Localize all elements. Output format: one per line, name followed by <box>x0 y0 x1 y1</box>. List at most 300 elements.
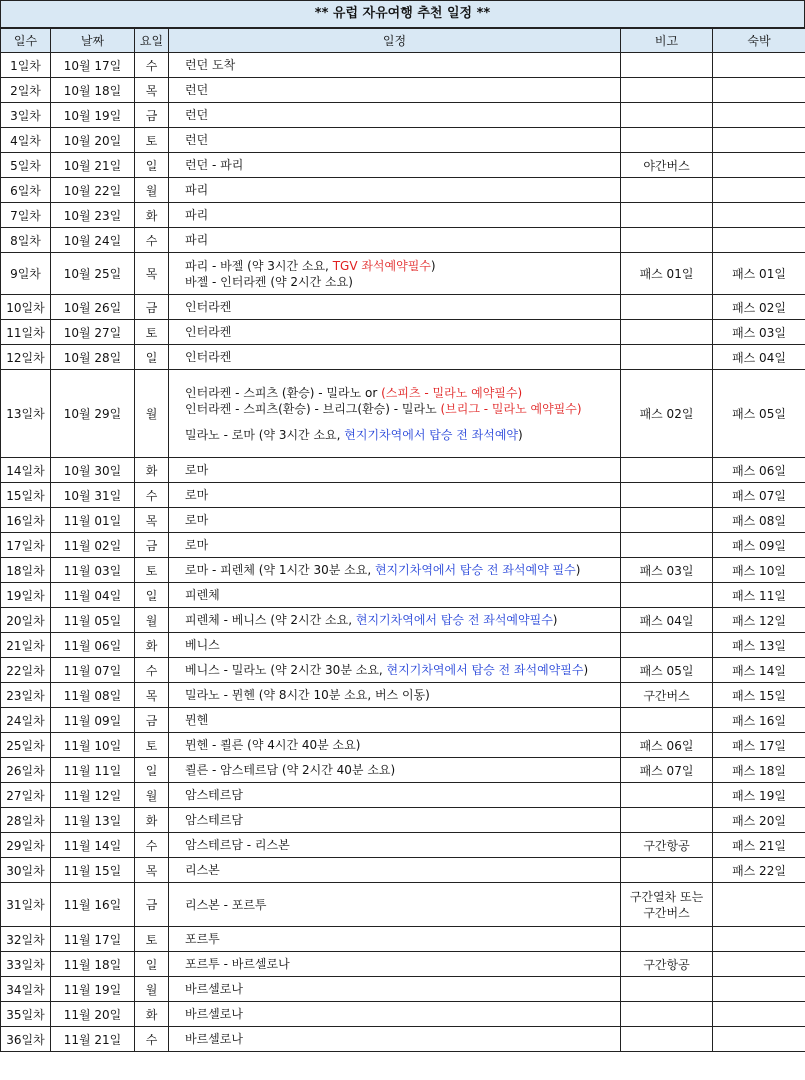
day-cell: 30일차 <box>1 858 51 883</box>
day-cell: 28일차 <box>1 808 51 833</box>
schedule-line <box>185 897 616 913</box>
day-cell: 35일차 <box>1 1002 51 1027</box>
stay-cell: 패스 09일 <box>713 533 805 558</box>
note-cell: 야간버스 <box>621 153 713 178</box>
stay-cell: 패스 11일 <box>713 583 805 608</box>
note-cell <box>621 1027 713 1052</box>
schedule-text: 런던 <box>185 108 209 122</box>
schedule-cell <box>169 952 621 977</box>
day-cell: 16일차 <box>1 508 51 533</box>
schedule-text: 로마 <box>185 513 209 527</box>
weekday-cell: 금 <box>135 883 169 927</box>
day-cell: 20일차 <box>1 608 51 633</box>
table-row <box>1 733 805 758</box>
schedule-line <box>185 258 616 274</box>
note-cell <box>621 783 713 808</box>
date-cell: 11월 14일 <box>51 833 135 858</box>
day-cell: 10일차 <box>1 295 51 320</box>
schedule-text: ) <box>583 663 589 677</box>
schedule-line <box>185 537 616 553</box>
day-cell: 26일차 <box>1 758 51 783</box>
schedule-text: ) <box>430 258 436 273</box>
table-row <box>1 977 805 1002</box>
note-cell <box>621 103 713 128</box>
note-cell <box>621 533 713 558</box>
schedule-line <box>185 232 616 248</box>
schedule-line <box>185 737 616 753</box>
schedule-line <box>185 274 616 290</box>
weekday-cell: 수 <box>135 1027 169 1052</box>
table-row <box>1 483 805 508</box>
schedule-line <box>185 57 616 73</box>
reservation-required-text: TGV 좌석예약필수 <box>332 258 431 273</box>
schedule-text: 파리 <box>185 183 209 197</box>
schedule-text: 로마 - 피렌체 (약 1시간 30분 소요, <box>185 563 375 577</box>
date-cell: 10월 24일 <box>51 228 135 253</box>
table-row <box>1 633 805 658</box>
day-cell: 27일차 <box>1 783 51 808</box>
weekday-cell: 일 <box>135 345 169 370</box>
schedule-cell <box>169 783 621 808</box>
schedule-line <box>185 637 616 653</box>
schedule-line <box>185 182 616 198</box>
stay-cell: 패스 14일 <box>713 658 805 683</box>
date-cell: 11월 05일 <box>51 608 135 633</box>
date-cell: 10월 21일 <box>51 153 135 178</box>
stay-cell <box>713 977 805 1002</box>
date-cell: 11월 20일 <box>51 1002 135 1027</box>
weekday-cell: 목 <box>135 253 169 295</box>
table-row <box>1 53 805 78</box>
weekday-cell: 목 <box>135 508 169 533</box>
schedule-line <box>185 862 616 878</box>
table-row <box>1 808 805 833</box>
weekday-cell: 금 <box>135 708 169 733</box>
table-row <box>1 783 805 808</box>
weekday-cell: 월 <box>135 977 169 1002</box>
schedule-text: 바르셀로나 <box>185 1032 243 1046</box>
weekday-cell: 일 <box>135 758 169 783</box>
date-cell: 10월 29일 <box>51 370 135 458</box>
day-cell: 21일차 <box>1 633 51 658</box>
note-cell <box>621 708 713 733</box>
schedule-text: 바르셀로나 <box>185 1007 243 1021</box>
stay-cell <box>713 53 805 78</box>
table-row <box>1 708 805 733</box>
weekday-cell: 수 <box>135 658 169 683</box>
note-cell: 구간열차 또는 구간버스 <box>621 883 713 927</box>
date-cell: 11월 08일 <box>51 683 135 708</box>
schedule-cell <box>169 733 621 758</box>
table-row <box>1 658 805 683</box>
stay-cell <box>713 927 805 952</box>
schedule-cell <box>169 927 621 952</box>
note-cell: 패스 03일 <box>621 558 713 583</box>
table-row <box>1 203 805 228</box>
schedule-text: 인터라켄 - 스피츠 (환승) - 밀라노 or <box>185 385 382 400</box>
schedule-line <box>185 299 616 315</box>
schedule-text: 밀라노 - 뮌헨 (약 8시간 10분 소요, 버스 이동) <box>185 688 430 702</box>
table-row <box>1 927 805 952</box>
header-row <box>1 29 805 53</box>
schedule-text: 쾰른 - 암스테르담 (약 2시간 40분 소요) <box>185 763 396 777</box>
schedule-line <box>185 1006 616 1022</box>
schedule-line <box>185 132 616 148</box>
day-cell: 22일차 <box>1 658 51 683</box>
date-cell: 10월 25일 <box>51 253 135 295</box>
schedule-line <box>185 462 616 478</box>
date-cell: 11월 02일 <box>51 533 135 558</box>
table-row <box>1 952 805 977</box>
header-schedule: 일정 <box>169 29 621 53</box>
schedule-cell <box>169 53 621 78</box>
schedule-cell <box>169 78 621 103</box>
date-cell: 10월 31일 <box>51 483 135 508</box>
schedule-line <box>185 107 616 123</box>
stay-cell: 패스 07일 <box>713 483 805 508</box>
schedule-text: 인터라켄 <box>185 350 232 364</box>
schedule-cell <box>169 295 621 320</box>
schedule-text: ) <box>575 563 581 577</box>
station-reservation-text: 현지기차역에서 탑승 전 좌석예약필수 <box>355 613 553 627</box>
schedule-text: 로마 <box>185 538 209 552</box>
stay-cell: 패스 21일 <box>713 833 805 858</box>
schedule-text: 암스테르담 <box>185 788 243 802</box>
table-row <box>1 370 805 458</box>
stay-cell <box>713 178 805 203</box>
stay-cell <box>713 103 805 128</box>
table-row <box>1 1002 805 1027</box>
date-cell: 11월 01일 <box>51 508 135 533</box>
schedule-cell <box>169 833 621 858</box>
schedule-text: 암스테르담 <box>185 813 243 827</box>
note-cell: 패스 07일 <box>621 758 713 783</box>
schedule-text: 런던 <box>185 83 209 97</box>
weekday-cell: 화 <box>135 1002 169 1027</box>
note-cell <box>621 808 713 833</box>
header-date: 날짜 <box>51 29 135 53</box>
weekday-cell: 목 <box>135 858 169 883</box>
day-cell: 9일차 <box>1 253 51 295</box>
weekday-cell: 화 <box>135 808 169 833</box>
note-cell <box>621 228 713 253</box>
schedule-line <box>185 931 616 947</box>
note-cell: 패스 02일 <box>621 370 713 458</box>
schedule-cell <box>169 708 621 733</box>
schedule-text: 로마 <box>185 488 209 502</box>
note-cell <box>621 78 713 103</box>
date-cell: 11월 06일 <box>51 633 135 658</box>
note-cell <box>621 977 713 1002</box>
schedule-line <box>185 956 616 972</box>
stay-cell <box>713 883 805 927</box>
stay-cell <box>713 1027 805 1052</box>
schedule-cell <box>169 508 621 533</box>
day-cell: 4일차 <box>1 128 51 153</box>
table-row <box>1 1027 805 1052</box>
weekday-cell: 화 <box>135 203 169 228</box>
date-cell: 10월 26일 <box>51 295 135 320</box>
stay-cell: 패스 02일 <box>713 295 805 320</box>
schedule-text: 런던 도착 <box>185 58 236 72</box>
table-row <box>1 128 805 153</box>
table-row <box>1 583 805 608</box>
date-cell: 11월 17일 <box>51 927 135 952</box>
note-cell <box>621 178 713 203</box>
date-cell: 10월 18일 <box>51 78 135 103</box>
stay-cell: 패스 20일 <box>713 808 805 833</box>
schedule-text: ) <box>552 613 558 627</box>
note-cell <box>621 508 713 533</box>
date-cell: 11월 07일 <box>51 658 135 683</box>
weekday-cell: 화 <box>135 633 169 658</box>
day-cell: 13일차 <box>1 370 51 458</box>
weekday-cell: 화 <box>135 458 169 483</box>
schedule-cell <box>169 1027 621 1052</box>
day-cell: 5일차 <box>1 153 51 178</box>
note-cell: 구간항공 <box>621 952 713 977</box>
day-cell: 18일차 <box>1 558 51 583</box>
stay-cell: 패스 17일 <box>713 733 805 758</box>
weekday-cell: 금 <box>135 103 169 128</box>
schedule-line <box>185 324 616 340</box>
day-cell: 34일차 <box>1 977 51 1002</box>
note-cell: 패스 06일 <box>621 733 713 758</box>
schedule-line <box>185 837 616 853</box>
schedule-text: 뮌헨 <box>185 713 209 727</box>
day-cell: 8일차 <box>1 228 51 253</box>
day-cell: 19일차 <box>1 583 51 608</box>
schedule-text: 인터라켄 - 스피츠(환승) - 브리그(환승) - 밀라노 <box>185 401 441 416</box>
schedule-text: 리스본 - 포르투 <box>185 897 267 912</box>
schedule-cell <box>169 533 621 558</box>
stay-cell: 패스 16일 <box>713 708 805 733</box>
schedule-text: 인터라켄 <box>185 325 232 339</box>
schedule-line <box>185 562 616 578</box>
stay-cell: 패스 13일 <box>713 633 805 658</box>
weekday-cell: 토 <box>135 320 169 345</box>
day-cell: 3일차 <box>1 103 51 128</box>
stay-cell <box>713 952 805 977</box>
weekday-cell: 목 <box>135 683 169 708</box>
schedule-text: 포르투 <box>185 932 220 946</box>
schedule-line <box>185 82 616 98</box>
table-row <box>1 858 805 883</box>
header-weekday: 요일 <box>135 29 169 53</box>
table-row <box>1 608 805 633</box>
schedule-text: 밀라노 - 로마 (약 3시간 소요, <box>185 427 345 442</box>
itinerary-rows <box>1 53 805 1052</box>
table-row <box>1 253 805 295</box>
stay-cell: 패스 04일 <box>713 345 805 370</box>
schedule-cell <box>169 758 621 783</box>
stay-cell <box>713 78 805 103</box>
note-cell: 패스 01일 <box>621 253 713 295</box>
date-cell: 11월 04일 <box>51 583 135 608</box>
day-cell: 11일차 <box>1 320 51 345</box>
schedule-line <box>185 427 616 443</box>
schedule-text: 로마 <box>185 463 209 477</box>
weekday-cell: 일 <box>135 153 169 178</box>
schedule-text: 포르투 - 바르셀로나 <box>185 957 290 971</box>
day-cell: 7일차 <box>1 203 51 228</box>
schedule-cell <box>169 253 621 295</box>
schedule-text: 리스본 <box>185 863 220 877</box>
schedule-cell <box>169 483 621 508</box>
date-cell: 11월 11일 <box>51 758 135 783</box>
stay-cell: 패스 18일 <box>713 758 805 783</box>
schedule-cell <box>169 203 621 228</box>
schedule-line <box>185 981 616 997</box>
schedule-cell <box>169 558 621 583</box>
weekday-cell: 금 <box>135 533 169 558</box>
table-row <box>1 295 805 320</box>
day-cell: 24일차 <box>1 708 51 733</box>
date-cell: 11월 13일 <box>51 808 135 833</box>
weekday-cell: 목 <box>135 78 169 103</box>
schedule-line <box>185 512 616 528</box>
day-cell: 15일차 <box>1 483 51 508</box>
table-row <box>1 228 805 253</box>
date-cell: 11월 15일 <box>51 858 135 883</box>
header-note: 비고 <box>621 29 713 53</box>
table-row <box>1 533 805 558</box>
note-cell <box>621 858 713 883</box>
date-cell: 10월 23일 <box>51 203 135 228</box>
stay-cell: 패스 22일 <box>713 858 805 883</box>
schedule-line <box>185 157 616 173</box>
date-cell: 10월 19일 <box>51 103 135 128</box>
schedule-cell <box>169 658 621 683</box>
schedule-cell <box>169 228 621 253</box>
date-cell: 10월 28일 <box>51 345 135 370</box>
note-cell: 구간버스 <box>621 683 713 708</box>
date-cell: 10월 20일 <box>51 128 135 153</box>
weekday-cell: 토 <box>135 733 169 758</box>
date-cell: 10월 27일 <box>51 320 135 345</box>
schedule-cell <box>169 683 621 708</box>
note-cell <box>621 53 713 78</box>
stay-cell: 패스 10일 <box>713 558 805 583</box>
table-row <box>1 320 805 345</box>
day-cell: 25일차 <box>1 733 51 758</box>
schedule-line <box>185 812 616 828</box>
note-cell: 구간항공 <box>621 833 713 858</box>
note-cell <box>621 583 713 608</box>
stay-cell: 패스 08일 <box>713 508 805 533</box>
schedule-text: ) <box>518 427 523 442</box>
schedule-line <box>185 487 616 503</box>
stay-cell: 패스 19일 <box>713 783 805 808</box>
schedule-text: 바젤 - 인터라켄 (약 2시간 소요) <box>185 274 353 289</box>
schedule-cell <box>169 153 621 178</box>
date-cell: 10월 17일 <box>51 53 135 78</box>
header-stay: 숙박 <box>713 29 805 53</box>
note-cell <box>621 1002 713 1027</box>
note-cell <box>621 927 713 952</box>
schedule-text: 피렌체 <box>185 588 220 602</box>
reservation-required-text: (브리그 - 밀라노 예약필수) <box>440 401 582 416</box>
schedule-cell <box>169 583 621 608</box>
day-cell: 32일차 <box>1 927 51 952</box>
schedule-cell <box>169 128 621 153</box>
note-cell <box>621 203 713 228</box>
stay-cell <box>713 228 805 253</box>
station-reservation-text: 현지기차역에서 탑승 전 좌석예약 <box>344 427 519 442</box>
schedule-text: 런던 - 파리 <box>185 158 244 172</box>
schedule-text: 암스테르담 - 리스본 <box>185 838 290 852</box>
weekday-cell: 수 <box>135 53 169 78</box>
schedule-text: 뮌헨 - 쾰른 (약 4시간 40분 소요) <box>185 738 361 752</box>
date-cell: 10월 30일 <box>51 458 135 483</box>
table-row <box>1 883 805 927</box>
note-cell: 패스 05일 <box>621 658 713 683</box>
date-cell: 11월 12일 <box>51 783 135 808</box>
schedule-cell <box>169 633 621 658</box>
weekday-cell: 수 <box>135 483 169 508</box>
weekday-cell: 토 <box>135 128 169 153</box>
reservation-required-text: (스피츠 - 밀라노 예약필수) <box>381 385 523 400</box>
weekday-cell: 수 <box>135 833 169 858</box>
schedule-cell <box>169 345 621 370</box>
station-reservation-text: 현지기차역에서 탑승 전 좌석예약 필수 <box>374 563 576 577</box>
day-cell: 2일차 <box>1 78 51 103</box>
note-cell <box>621 458 713 483</box>
schedule-line <box>185 1031 616 1047</box>
weekday-cell: 수 <box>135 228 169 253</box>
weekday-cell: 토 <box>135 558 169 583</box>
schedule-text: 바르셀로나 <box>185 982 243 996</box>
schedule-text: 인터라켄 <box>185 300 232 314</box>
weekday-cell: 일 <box>135 583 169 608</box>
schedule-line <box>185 587 616 603</box>
weekday-cell: 금 <box>135 295 169 320</box>
date-cell: 11월 21일 <box>51 1027 135 1052</box>
schedule-text: 파리 <box>185 208 209 222</box>
schedule-line <box>185 385 616 401</box>
table-row <box>1 103 805 128</box>
schedule-cell <box>169 808 621 833</box>
schedule-line <box>185 787 616 803</box>
schedule-line <box>185 762 616 778</box>
stay-cell: 패스 01일 <box>713 253 805 295</box>
schedule-text: 런던 <box>185 133 209 147</box>
day-cell: 36일차 <box>1 1027 51 1052</box>
table-row <box>1 758 805 783</box>
schedule-text: 피렌체 - 베니스 (약 2시간 소요, <box>185 613 356 627</box>
stay-cell: 패스 05일 <box>713 370 805 458</box>
stay-cell <box>713 1002 805 1027</box>
day-cell: 29일차 <box>1 833 51 858</box>
schedule-cell <box>169 178 621 203</box>
schedule-line <box>185 612 616 628</box>
schedule-cell <box>169 858 621 883</box>
header-day: 일수 <box>1 29 51 53</box>
stay-cell <box>713 128 805 153</box>
schedule-line <box>185 712 616 728</box>
table-row <box>1 833 805 858</box>
table-row <box>1 345 805 370</box>
schedule-cell <box>169 320 621 345</box>
table-row <box>1 508 805 533</box>
schedule-line <box>185 401 616 417</box>
date-cell: 11월 03일 <box>51 558 135 583</box>
note-cell: 패스 04일 <box>621 608 713 633</box>
day-cell: 23일차 <box>1 683 51 708</box>
schedule-line <box>185 687 616 703</box>
table-row <box>1 78 805 103</box>
schedule-cell <box>169 458 621 483</box>
